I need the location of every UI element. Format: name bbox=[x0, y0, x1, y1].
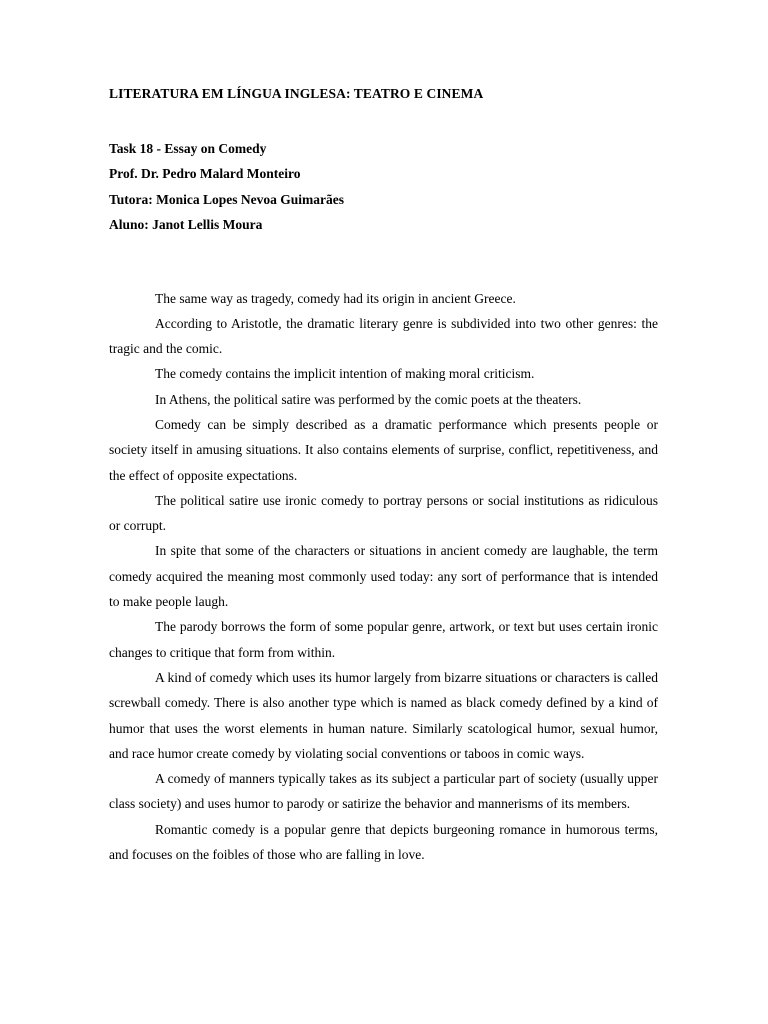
task-title: Task 18 - Essay on Comedy bbox=[109, 141, 267, 156]
paragraph: A kind of comedy which uses its humor largely from bizarre situations or characters is called screwball comedy. There is also another type which is named as black comedy defined by a kind of humor that uses the worst elements in human nature. Similarly scatological humor, sexual humor, and race humor create comedy by violating social conventions or taboos in comic ways. bbox=[109, 669, 658, 761]
paragraph: Romantic comedy is a popular genre that depicts burgeoning romance in humorous terms, and focuses on the foibles of those who are falling in love. bbox=[109, 821, 658, 863]
paragraph: The comedy contains the implicit intention of making moral criticism. bbox=[155, 366, 535, 382]
paragraph: The same way as tragedy, comedy had its origin in ancient Greece. bbox=[155, 290, 516, 306]
paragraph: According to Aristotle, the dramatic literary genre is subdivided into two other genres: the tragic and the comic. bbox=[109, 315, 658, 357]
paragraph: The political satire use ironic comedy to portray persons or social institutions as ridiculous or corrupt. bbox=[109, 492, 658, 534]
essay-body bbox=[109, 286, 658, 868]
document-title: LITERATURA EM LÍNGUA INGLESA: TEATRO E CINEMA bbox=[109, 86, 484, 101]
paragraph: The parody borrows the form of some popular genre, artwork, or text but uses certain ironic changes to critique that form from within. bbox=[109, 619, 658, 660]
student-name: Aluno: Janot Lellis Moura bbox=[109, 216, 263, 232]
paragraph: A comedy of manners typically takes as its subject a particular part of society (usually upper class society) and uses humor to parody or satirize the behavior and mannerisms of its members. bbox=[109, 771, 658, 812]
paragraph: In spite that some of the characters or situations in ancient comedy are laughable, the term comedy acquired the meaning most commonly used today: any sort of performance that is intended to make people laugh. bbox=[109, 543, 658, 610]
paragraph: Comedy can be simply described as a dramatic performance which presents people or society itself in amusing situations. It also contains elements of surprise, conflict, repetitiveness, and the effect of opposite expectations. bbox=[109, 416, 658, 483]
professor-name: Prof. Dr. Pedro Malard Monteiro bbox=[109, 166, 301, 182]
paragraph: In Athens, the political satire was performed by the comic poets at the theaters. bbox=[155, 391, 582, 407]
document-header-info bbox=[109, 136, 344, 237]
tutor-name: Tutora: Monica Lopes Nevoa Guimarães bbox=[109, 191, 344, 207]
